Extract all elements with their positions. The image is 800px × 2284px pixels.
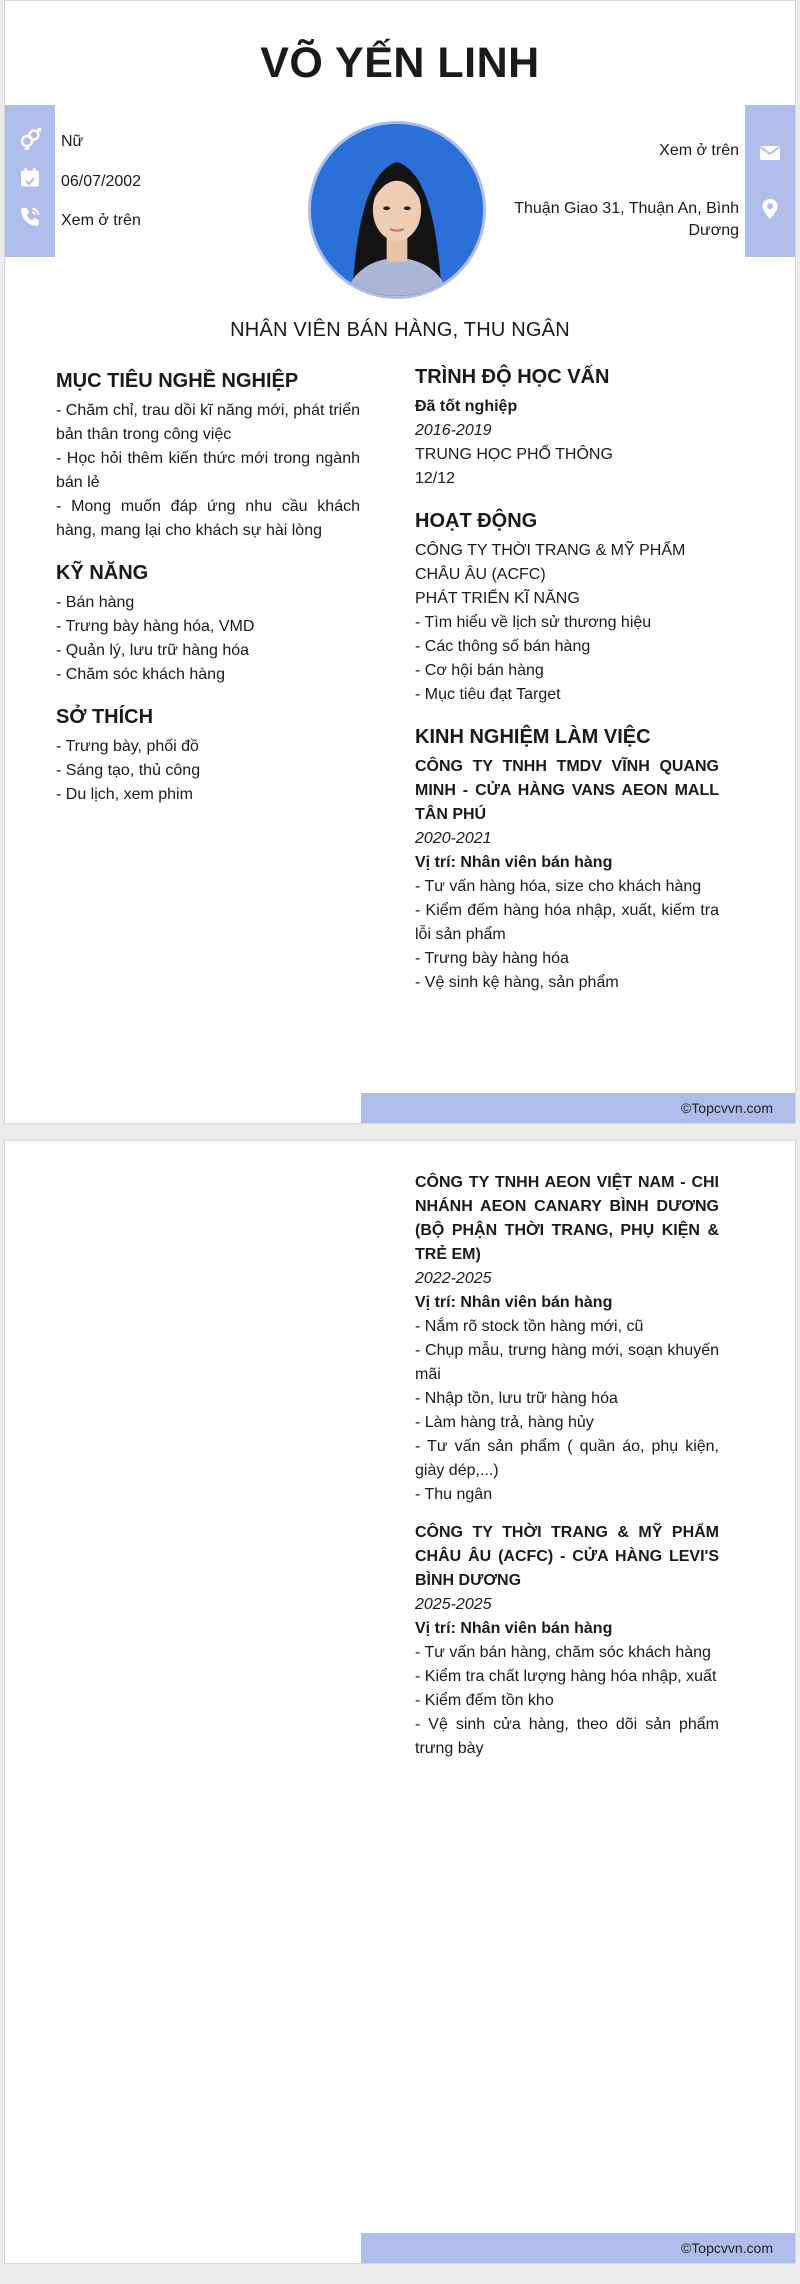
activities-section bbox=[415, 507, 719, 707]
activity-program: PHÁT TRIỂN KĨ NĂNG bbox=[415, 590, 580, 607]
experience-position: Vị trí: Nhân viên bán hàng bbox=[415, 1294, 613, 1311]
skill-item: - Trưng bày hàng hóa, VMD bbox=[56, 618, 255, 635]
avatar bbox=[308, 121, 486, 299]
activity-item: - Các thông số bán hàng bbox=[415, 638, 591, 655]
left-column bbox=[56, 367, 360, 823]
skill-item: - Quản lý, lưu trữ hàng hóa bbox=[56, 642, 250, 659]
phone-icon bbox=[18, 205, 42, 229]
activity-item: - Mục tiêu đạt Target bbox=[415, 686, 561, 703]
experience-duty: - Vệ sinh kệ hàng, sản phẩm bbox=[415, 974, 619, 991]
mail-icon bbox=[758, 141, 782, 165]
hobby-item: - Sáng tạo, thủ công bbox=[56, 762, 201, 779]
experience-duty: - Vệ sinh cửa hàng, theo dõi sản phẩm trưng bày bbox=[415, 1716, 719, 1757]
objective-item: - Mong muốn đáp ứng nhu cầu khách hàng, mang lại cho khách sự hài lòng bbox=[56, 498, 360, 539]
experience-duty: - Tư vấn hàng hóa, size cho khách hàng bbox=[415, 878, 702, 895]
experience-period: 2025-2025 bbox=[415, 1596, 492, 1613]
phone-value: Xem ở trên bbox=[61, 212, 141, 229]
experience-item bbox=[415, 1171, 719, 1507]
skills-title: KỸ NĂNG bbox=[56, 562, 149, 584]
experience-duty: - Chụp mẫu, trưng hàng mới, soạn khuyến mãi bbox=[415, 1342, 719, 1383]
experience-company: CÔNG TY TNHH AEON VIỆT NAM - CHI NHÁNH AEON CANARY BÌNH DƯƠNG (BỘ PHẬN THỜI TRANG, PHỤ KIỆN & TRẺ EM) bbox=[415, 1174, 719, 1263]
right-icon-bar bbox=[745, 105, 795, 257]
left-icon-bar bbox=[5, 105, 55, 257]
objective-item: - Học hỏi thêm kiến thức mới trong ngành bán lẻ bbox=[56, 450, 360, 491]
experience-company: CÔNG TY TNHH TMDV VĨNH QUANG MINH - CỬA HÀNG VANS AEON MALL TÂN PHÚ bbox=[415, 758, 719, 823]
footer-brand: ©Topcvvn.com bbox=[680, 1100, 773, 1116]
objective-title: MỤC TIÊU NGHỀ NGHIỆP bbox=[56, 370, 299, 392]
hobbies-title: SỞ THÍCH bbox=[56, 706, 154, 728]
experience-title: KINH NGHIỆM LÀM VIỆC bbox=[415, 726, 651, 748]
footer-brand: ©Topcvvn.com bbox=[680, 2240, 773, 2256]
hobby-item: - Du lịch, xem phim bbox=[56, 786, 193, 803]
right-column-continued bbox=[415, 1171, 719, 1775]
right-column bbox=[415, 363, 719, 1011]
objective-section bbox=[56, 367, 360, 543]
education-section bbox=[415, 363, 719, 491]
education-school: TRUNG HỌC PHỔ THÔNG bbox=[415, 446, 613, 463]
experience-duty: - Tư vấn bán hàng, chăm sóc khách hàng bbox=[415, 1644, 711, 1661]
experience-period: 2020-2021 bbox=[415, 830, 492, 847]
objective-item: - Chăm chỉ, trau dồi kĩ năng mới, phát triển bản thân trong công việc bbox=[56, 402, 360, 443]
calendar-icon bbox=[18, 166, 42, 190]
address-value: Thuận Giao 31, Thuận An, Bình Dương bbox=[514, 200, 739, 239]
education-status: Đã tốt nghiệp bbox=[415, 398, 518, 415]
location-pin-icon bbox=[758, 197, 782, 221]
activity-item: - Tìm hiểu về lịch sử thương hiệu bbox=[415, 614, 652, 631]
footer-bar bbox=[361, 2233, 795, 2263]
experience-duty: - Kiểm đếm tồn kho bbox=[415, 1692, 554, 1709]
education-grade: 12/12 bbox=[415, 470, 456, 487]
skill-item: - Chăm sóc khách hàng bbox=[56, 666, 225, 683]
experience-duty: - Nhập tồn, lưu trữ hàng hóa bbox=[415, 1390, 618, 1407]
experience-duty: - Kiểm đếm hàng hóa nhập, xuất, kiếm tra lỗi sản phẩm bbox=[415, 902, 719, 943]
experience-item bbox=[415, 1521, 719, 1761]
email-value: Xem ở trên bbox=[659, 142, 739, 159]
experience-period: 2022-2025 bbox=[415, 1270, 492, 1287]
activity-org: CÔNG TY THỜI TRANG & MỸ PHẨM CHÂU ÂU (ACFC) bbox=[415, 542, 686, 583]
experience-position: Vị trí: Nhân viên bán hàng bbox=[415, 854, 613, 871]
gender-value: Nữ bbox=[61, 133, 84, 150]
birthday-value: 06/07/2002 bbox=[61, 173, 142, 190]
footer-bar bbox=[361, 1093, 795, 1123]
experience-position: Vị trí: Nhân viên bán hàng bbox=[415, 1620, 613, 1637]
experience-duty: - Làm hàng trả, hàng hủy bbox=[415, 1414, 594, 1431]
experience-duty: - Thu ngân bbox=[415, 1486, 493, 1503]
experience-duty: - Kiểm tra chất lượng hàng hóa nhập, xuất bbox=[415, 1668, 717, 1685]
cv-page-1 bbox=[4, 0, 796, 1124]
hobby-item: - Trưng bày, phối đồ bbox=[56, 738, 199, 755]
experience-duty: - Tư vấn sản phẩm ( quần áo, phụ kiện, giày dép,...) bbox=[415, 1438, 719, 1479]
experience-duty: - Trưng bày hàng hóa bbox=[415, 950, 569, 967]
skills-section bbox=[56, 559, 360, 687]
hobbies-section bbox=[56, 703, 360, 807]
candidate-name: VÕ YẾN LINH bbox=[260, 39, 540, 87]
education-title: TRÌNH ĐỘ HỌC VẤN bbox=[415, 366, 610, 388]
education-period: 2016-2019 bbox=[415, 422, 492, 439]
cv-page-2 bbox=[4, 1140, 796, 2264]
activities-title: HOẠT ĐỘNG bbox=[415, 510, 538, 532]
activity-item: - Cơ hội bán hàng bbox=[415, 662, 544, 679]
experience-item bbox=[415, 755, 719, 995]
gender-icon bbox=[18, 127, 42, 151]
experience-duty: - Nắm rõ stock tồn hàng mới, cũ bbox=[415, 1318, 644, 1335]
job-title: NHÂN VIÊN BÁN HÀNG, THU NGÂN bbox=[230, 319, 570, 341]
skill-item: - Bán hàng bbox=[56, 594, 135, 611]
experience-company: CÔNG TY THỜI TRANG & MỸ PHẨM CHÂU ÂU (ACFC) - CỬA HÀNG LEVI'S BÌNH DƯƠNG bbox=[415, 1524, 719, 1589]
experience-section bbox=[415, 723, 719, 995]
